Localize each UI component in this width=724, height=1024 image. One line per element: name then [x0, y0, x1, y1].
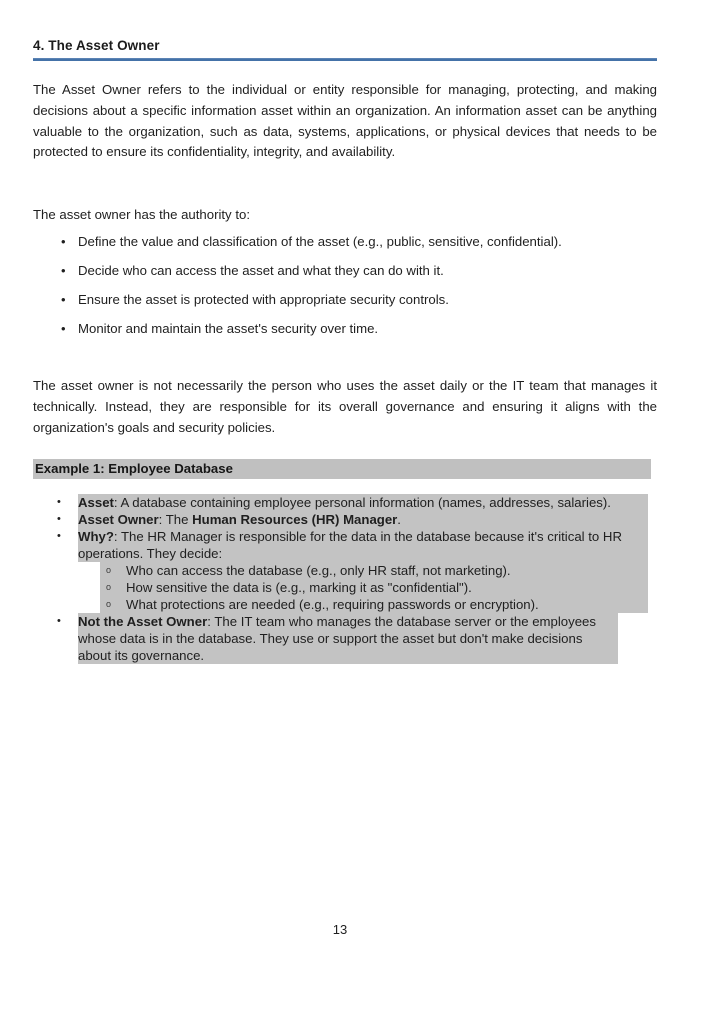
separator: :	[113, 529, 121, 544]
example-item-why-label: Why?	[78, 529, 114, 544]
separator: :	[113, 495, 121, 510]
list-item	[33, 232, 657, 261]
sub-list-item-label: How sensitive the data is (e.g., marking it as "confidential").	[126, 580, 472, 595]
circle-bullet-icon: o	[106, 599, 112, 609]
example-item-asset-owner-value: Human Resources (HR) Manager	[192, 512, 398, 527]
list-item-label: Decide who can access the asset and what they can do with it.	[78, 263, 444, 278]
separator: :	[207, 614, 215, 629]
example-header-bar: Example 1: Employee Database	[33, 459, 651, 479]
list-item	[33, 261, 657, 290]
example-item-asset	[53, 494, 648, 511]
example-item-not-asset-owner-label: Not the Asset Owner	[78, 614, 208, 629]
bullet-icon: •	[61, 321, 66, 336]
page-number: 13	[332, 922, 348, 937]
example-item-not-asset-owner	[53, 613, 648, 664]
intro-paragraph: The Asset Owner refers to the individual or entity responsible for managing, protecting, and making decisions about a specific information asset within an organization. An information asset can be anything valuable to the organization, such as data, systems, applications, or physical devices that needs to be protected to ensure its confidentiality, integrity, and availability.	[33, 82, 657, 160]
example-item-asset-owner	[53, 511, 648, 528]
sub-list-item	[100, 579, 648, 596]
example-item-not-asset-owner-text: The IT team who manages the database server or the employees whose data is in the database. They use or support the asset but don't make decisions about its governance.	[78, 614, 596, 663]
example-item-asset-text: A database containing employee personal information (names, addresses, salaries).	[120, 495, 611, 510]
example-item-asset-owner-text-after: .	[397, 512, 401, 527]
circle-bullet-icon: o	[106, 582, 112, 592]
sub-list-item	[100, 596, 648, 613]
sub-list-item-label: What protections are needed (e.g., requiring passwords or encryption).	[126, 597, 539, 612]
heading-divider	[33, 58, 657, 61]
example-why-sub-list	[100, 562, 648, 613]
bullet-icon: •	[57, 513, 61, 525]
authority-lead-in: The asset owner has the authority to:	[33, 207, 250, 222]
example-item-why	[53, 528, 648, 562]
list-item-label: Ensure the asset is protected with appropriate security controls.	[78, 292, 449, 307]
note-paragraph: The asset owner is not necessarily the person who uses the asset daily or the IT team that manages it technically. Instead, they are responsible for its overall governance and ensuring it aligns with the organization's goals and security policies.	[33, 378, 657, 435]
example-item-asset-label: Asset	[78, 495, 114, 510]
list-item-label: Monitor and maintain the asset's security over time.	[78, 321, 379, 336]
sub-list-item	[100, 562, 648, 579]
circle-bullet-icon: o	[106, 565, 112, 575]
separator: :	[158, 512, 166, 527]
example-item-asset-owner-text-before: The	[165, 512, 193, 527]
example-item-why-text: The HR Manager is responsible for the data in the database because it's critical to HR operations. They decide:	[78, 529, 622, 561]
example-item-asset-owner-label: Asset Owner	[78, 512, 159, 527]
list-item	[33, 319, 657, 348]
list-item-label: Define the value and classification of the asset (e.g., public, sensitive, confidential).	[78, 234, 562, 249]
bullet-icon: •	[61, 263, 66, 278]
sub-list-item-label: Who can access the database (e.g., only HR staff, not marketing).	[126, 563, 511, 578]
bullet-icon: •	[61, 234, 66, 249]
bullet-icon: •	[61, 292, 66, 307]
list-item	[33, 290, 657, 319]
bullet-icon: •	[57, 615, 61, 627]
example-content-block	[53, 494, 648, 664]
page-title: 4. The Asset Owner	[33, 38, 160, 53]
authority-bullet-list	[33, 232, 657, 348]
bullet-icon: •	[57, 496, 61, 508]
bullet-icon: •	[57, 530, 61, 542]
